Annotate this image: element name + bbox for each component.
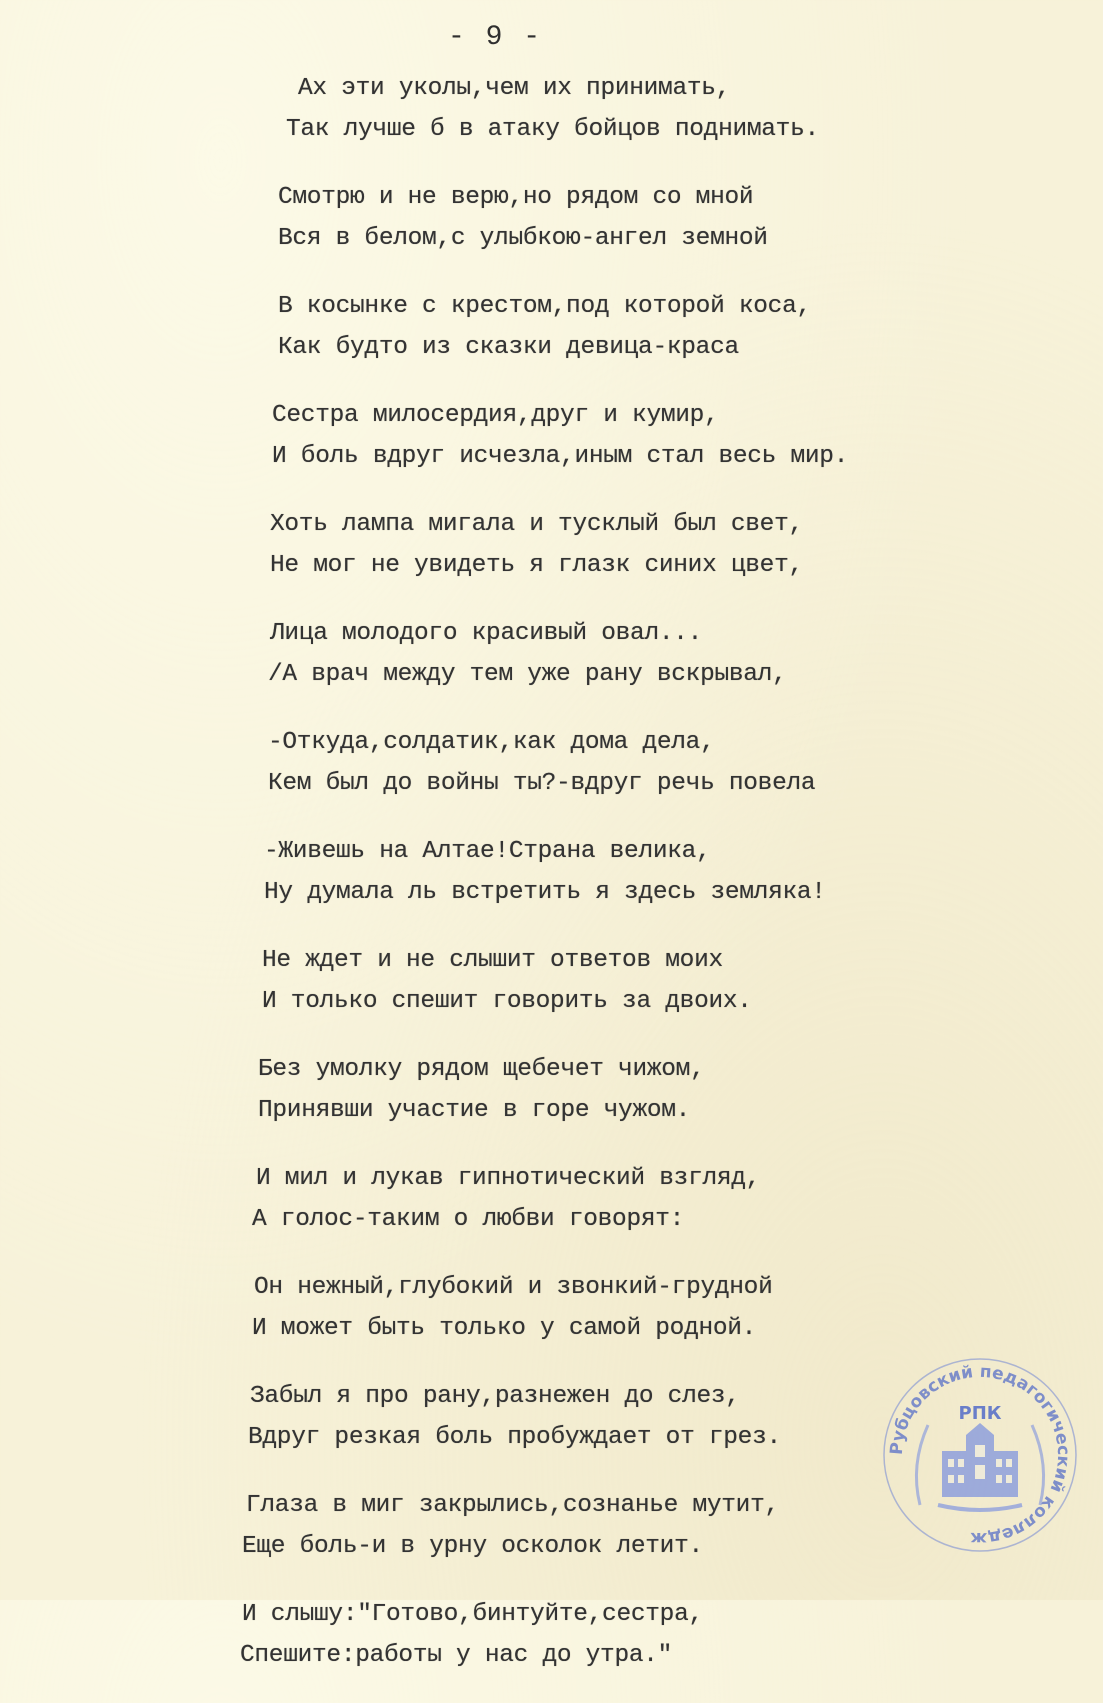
stanza-12 (240, 1267, 940, 1349)
stanza-2 (240, 177, 940, 259)
poem-line: И только спешит говорить за двоих. (262, 988, 752, 1015)
poem-line: Спешите:работы у нас до утра." (240, 1642, 673, 1669)
poem-line: Вдруг резкая боль пробуждает от грез. (248, 1424, 781, 1451)
stanza-7 (240, 722, 940, 804)
poem-line: Еще боль-и в урну осколок летит. (242, 1533, 703, 1560)
poem-line: Вся в белом,с улыбкою-ангел земной (278, 225, 768, 252)
poem-line: Забыл я про рану,разнежен до слез, (250, 1383, 740, 1410)
poem-line: И может быть только у самой родной. (252, 1315, 757, 1342)
poem-line: В косынке с крестом,под которой коса, (278, 293, 811, 320)
poem-line: -Откуда,солдатик,как дома дела, (268, 729, 715, 756)
poem-line: А голос-таким о любви говорят: (252, 1206, 685, 1233)
poem-line: И мил и лукав гипнотический взгляд, (256, 1165, 761, 1192)
poem-line: Глаза в миг закрылись,сознанье мутит, (246, 1492, 779, 1519)
stanza-4 (240, 395, 940, 477)
poem-line: Не мог не увидеть я глазк синих цвет, (270, 552, 803, 579)
poem (240, 68, 940, 1703)
stanza-1 (240, 68, 940, 150)
stanza-6 (240, 613, 940, 695)
poem-line: Кем был до войны ты?-вдруг речь повела (268, 770, 816, 797)
poem-line: Ах эти уколы,чем их принимать, (298, 75, 731, 102)
stanza-14 (240, 1485, 940, 1567)
stanza-5 (240, 504, 940, 586)
stanza-3 (240, 286, 940, 368)
poem-line: Как будто из сказки девица-краса (278, 334, 739, 361)
poem-line: И слышу:"Готово,бинтуйте,сестра, (242, 1601, 703, 1628)
poem-line: Не ждет и не слышит ответов моих (262, 947, 723, 974)
stanza-10 (240, 1049, 940, 1131)
poem-line: Без умолку рядом щебечет чижом, (258, 1056, 705, 1083)
stanza-11 (240, 1158, 940, 1240)
stamp-center-text: РПК (958, 1403, 1002, 1424)
poem-line: -Живешь на Алтае!Страна велика, (264, 838, 711, 865)
stamp-ring-text: Рубцовский педагогический колледж (886, 1361, 1074, 1549)
stanza-9 (240, 940, 940, 1022)
poem-line: Ну думала ль встретить я здесь земляка! (264, 879, 826, 906)
stanza-13 (240, 1376, 940, 1458)
page-number: - 9 - (447, 22, 542, 53)
stanza-8 (240, 831, 940, 913)
poem-line: Он нежный,глубокий и звонкий-грудной (254, 1274, 773, 1301)
stamp-emblem-icon (880, 1355, 1080, 1555)
poem-line: И боль вдруг исчезла,иным стал весь мир. (272, 443, 849, 470)
poem-line: Хоть лампа мигала и тусклый был свет, (270, 511, 803, 538)
stanza-15 (240, 1594, 940, 1676)
poem-line: Принявши участие в горе чужом. (258, 1097, 691, 1124)
poem-line: Так лучше б в атаку бойцов поднимать. (286, 116, 819, 143)
poem-line: Сестра милосердия,друг и кумир, (272, 402, 719, 429)
poem-line: /А врач между тем уже рану вскрывал, (268, 661, 787, 688)
poem-line: Лица молодого красивый овал... (270, 620, 703, 647)
poem-line: Смотрю и не верю,но рядом со мной (278, 184, 754, 211)
college-stamp (880, 1355, 1080, 1555)
